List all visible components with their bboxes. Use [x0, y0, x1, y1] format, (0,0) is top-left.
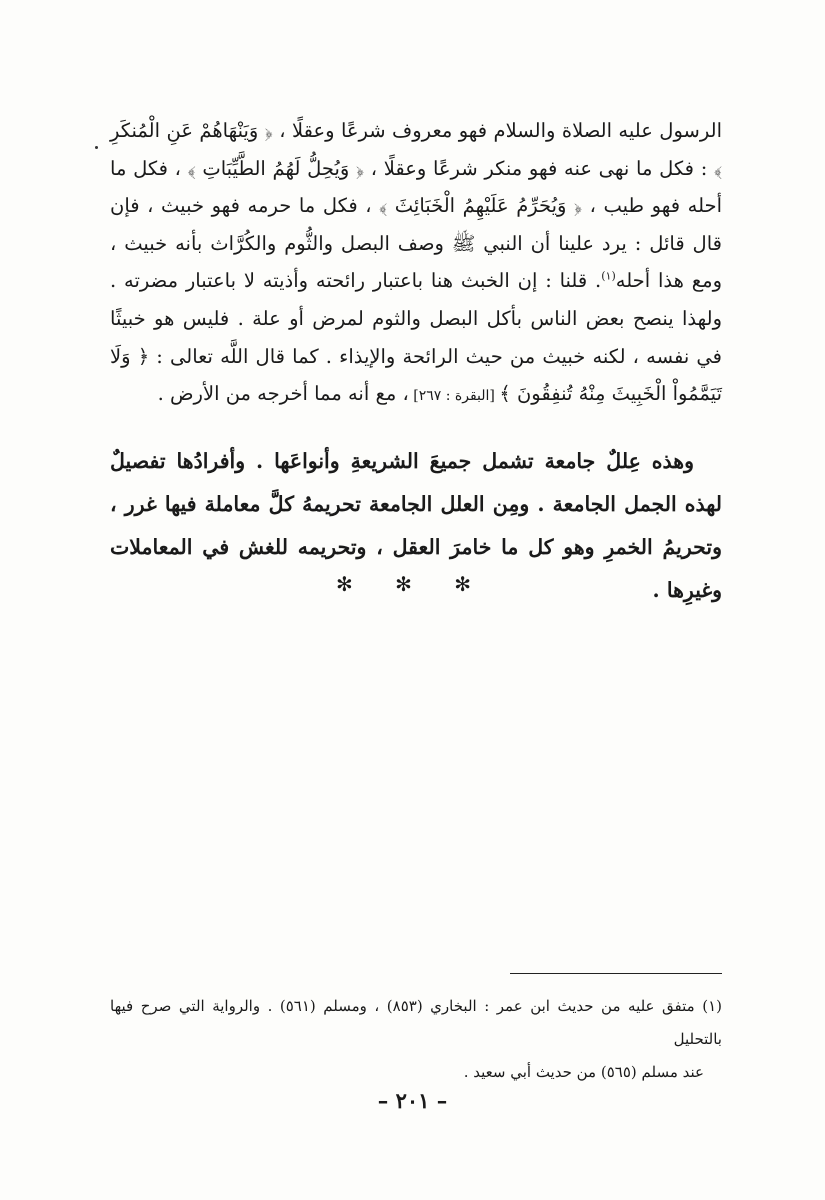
quran-verse-forbid-evil: ﴿ وَيَنْهَاهُمْ عَنِ الْمُنكَرِ ﴾ — [110, 119, 723, 180]
quran-verse-spending: ﴿ وَلَا تَيَمَّمُواْ الْخَبِيثَ مِنْهُ تُنفِقُونَ ﴾ — [110, 344, 722, 406]
text-run-1: الرسول عليه الصلاة والسلام فهو معروف شرعًا وعقلًا ، — [272, 119, 722, 142]
footnote — [110, 990, 722, 1089]
footnote-divider — [510, 973, 722, 974]
quran-verse-forbid-impure: ﴿ وَيُحَرِّمُ عَلَيْهِمُ الْخَبَائِثَ ﴾ — [379, 194, 583, 218]
text-run-4: ، فكل ما حرمه فهو خبيث ، فإن قال قائل : يرد علينا أن النبي ﷺ وصف البصل والثُّوم والكُرَّاث بأنه خبيث ، ومع هذا أحله — [110, 194, 722, 293]
scan-speck — [95, 146, 98, 149]
text-run-5: . قلنا : إن الخبث هنا باعتبار رائحته وأذيته لا باعتبار مضرته . ولهذا ينصح بعض الناس بأكل البصل والثوم لمرض أو علة . فليس هو خبيثًا في نفسه ، لكنه خبيث من حيث الرائحة والإيذاء . كما قال اللَّه تعالى : — [110, 269, 722, 368]
footnote-line-1: (١) متفق عليه من حديث ابن عمر : البخاري (٨٥٣) ، ومسلم (٥٦١) . والرواية التي صرح فيها بالتحليل — [110, 997, 722, 1048]
page-number: – ٢٠١ – — [377, 1088, 448, 1113]
main-paragraph-2: وهذه عِللٌ جامعة تشمل جميعَ الشريعةِ وأنواعَها . وأفرادُها تفصيلٌ لهذه الجمل الجامعة . ومِن العلل الجامعة تحريمهُ كلَّ معاملة فيها غرر ، وتحريمُ الخمرِ وهو كل ما خامرَ العقل ، وتحريمه للغش في المعاملات وغيرِها . — [110, 449, 722, 602]
text-run-6: ، مع أنه مما أخرجه من الأرض . — [157, 382, 409, 406]
text-run-2: : فكل ما نهى عنه فهو منكر شرعًا وعقلًا ، — [364, 156, 714, 180]
verse-reference: [البقرة : ٢٦٧] — [408, 388, 500, 405]
section-separator: ✻ ✻ ✻ — [336, 572, 489, 596]
main-paragraph-1 — [110, 112, 722, 416]
footnote-line-2: عند مسلم (٥٦٥) من حديث أبي سعيد . — [463, 1063, 704, 1081]
quran-verse-permit-good: ﴿ وَيُحِلُّ لَهُمُ الطَّيِّبَاتِ ﴾ — [187, 156, 365, 180]
text-run-3: ، فكل ما أحله فهو طيب ، — [110, 156, 722, 218]
footnote-marker[interactable]: (١) — [601, 269, 616, 283]
